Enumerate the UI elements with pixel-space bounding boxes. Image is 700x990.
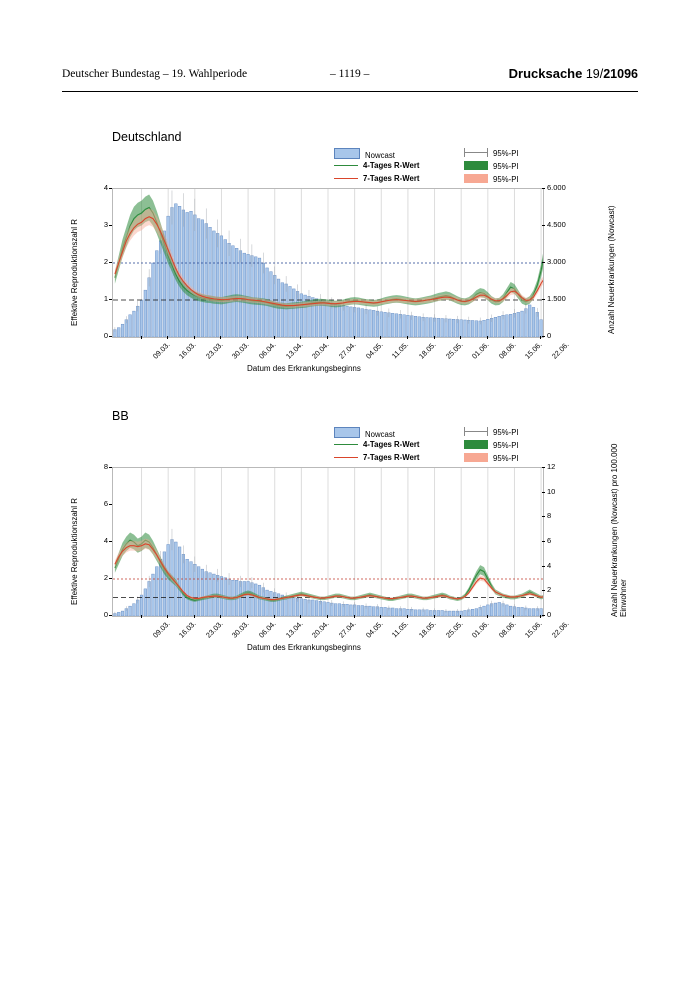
y-tick-left: 1 bbox=[103, 294, 108, 303]
y-tick-right: 6 bbox=[547, 536, 552, 545]
x-tick-label: 01.06. bbox=[470, 619, 491, 640]
legend-label-r4: 4-Tages R-Wert bbox=[363, 440, 420, 449]
x-tick-mark bbox=[300, 615, 301, 618]
drucksache-number-suffix: 21096 bbox=[603, 67, 638, 81]
y-axis-title-right-bb bbox=[610, 437, 628, 617]
y-tick-mark-right bbox=[542, 262, 545, 263]
x-tick-mark bbox=[513, 615, 514, 618]
x-tick-mark bbox=[380, 615, 381, 618]
y-tick-mark-right bbox=[542, 615, 545, 616]
x-tick-label: 08.06. bbox=[496, 340, 518, 361]
x-tick-label: 25.05. bbox=[443, 619, 465, 640]
y-tick-mark-right bbox=[542, 590, 545, 591]
x-tick-label: 15.06. bbox=[523, 619, 545, 640]
x-tick-label: 16.03. bbox=[177, 340, 198, 361]
legend-swatch-band-green-icon bbox=[464, 440, 488, 449]
legend-label-r7: 7-Tages R-Wert bbox=[363, 453, 420, 462]
y-tick-mark-right bbox=[542, 516, 545, 517]
y-tick-right: 1.500 bbox=[547, 294, 566, 303]
y-tick-mark-left bbox=[109, 504, 112, 505]
legend-item-pi-nowcast bbox=[464, 148, 519, 161]
y-tick-right: 4.500 bbox=[547, 220, 566, 229]
legend-item-pi-nowcast bbox=[464, 427, 519, 440]
y-tick-right: 3.000 bbox=[547, 257, 566, 266]
legend-swatch-band-red-icon bbox=[464, 453, 488, 462]
y-tick-right: 8 bbox=[547, 511, 552, 521]
y-tick-right: 12 bbox=[547, 462, 556, 471]
y-tick-mark-right bbox=[542, 188, 545, 189]
legend-item-nowcast bbox=[334, 427, 395, 440]
legend-item-pi-r7 bbox=[464, 453, 519, 466]
x-tick-label: 13.04. bbox=[283, 619, 305, 640]
y-tick-mark-left bbox=[109, 541, 112, 542]
x-tick-label: 13.04. bbox=[283, 340, 305, 361]
x-tick-mark bbox=[513, 336, 514, 339]
x-tick-mark bbox=[141, 615, 142, 618]
x-tick-mark bbox=[380, 336, 381, 339]
x-tick-mark bbox=[220, 336, 221, 339]
y-tick-mark-left bbox=[109, 262, 112, 263]
legend-label-r7: 7-Tages R-Wert bbox=[363, 174, 420, 183]
x-tick-label: 06.04. bbox=[257, 619, 278, 640]
legend-swatch-band-green-icon bbox=[464, 161, 488, 170]
page-header bbox=[62, 68, 638, 90]
x-tick-mark bbox=[167, 336, 168, 339]
legend-item-r4 bbox=[334, 440, 419, 453]
legend-swatch-bar-icon bbox=[334, 427, 360, 438]
y-tick-mark-right bbox=[542, 467, 545, 468]
legend-swatch-line-green-icon bbox=[334, 444, 358, 445]
x-tick-mark bbox=[141, 336, 142, 339]
x-tick-label: 23.03. bbox=[203, 340, 225, 361]
legend-swatch-band-red-icon bbox=[464, 174, 488, 183]
x-tick-mark bbox=[434, 336, 435, 339]
x-tick-mark bbox=[274, 615, 275, 618]
y-tick-left: 8 bbox=[103, 462, 108, 471]
y-axis-title-right-bb-text: Anzahl Neuerkrankungen (Nowcast) pro 100.000 Einwohner bbox=[610, 443, 628, 617]
x-tick-label: 01.06. bbox=[470, 340, 491, 361]
x-axis-title-de: Datum des Erkrankungsbeginns bbox=[247, 364, 361, 373]
header-right-text bbox=[509, 66, 638, 81]
y-tick-left: 0 bbox=[103, 331, 108, 340]
x-tick-label: 27.04. bbox=[336, 340, 358, 361]
x-tick-mark bbox=[540, 336, 541, 339]
legend-item-nowcast bbox=[334, 148, 395, 161]
x-tick-label: 22.06. bbox=[550, 619, 571, 640]
legend-swatch-line-red-icon bbox=[334, 178, 358, 179]
x-tick-label: 22.06. bbox=[550, 340, 571, 361]
figure-deutschland bbox=[62, 126, 638, 376]
y-tick-mark-left bbox=[109, 225, 112, 226]
x-tick-mark bbox=[194, 615, 195, 618]
legend-label-pi-nowcast: 95%-PI bbox=[493, 428, 519, 437]
chart-svg-de bbox=[113, 189, 543, 337]
y-tick-left: 2 bbox=[103, 573, 108, 582]
x-tick-label: 27.04. bbox=[336, 619, 358, 640]
legend-swatch-errorbar-icon bbox=[464, 427, 488, 436]
y-axis-title-right-de: Anzahl Neuerkrankungen (Nowcast) bbox=[607, 205, 616, 334]
y-axis-title-left-bb: Effektive Reproduktionszahl R bbox=[70, 497, 79, 605]
x-tick-mark bbox=[194, 336, 195, 339]
y-tick-mark-right bbox=[542, 336, 545, 337]
legend-item-r7 bbox=[334, 453, 419, 466]
plot-area-deutschland bbox=[112, 188, 544, 338]
x-tick-mark bbox=[300, 336, 301, 339]
header-left-text: Deutscher Bundestag – 19. Wahlperiode bbox=[62, 68, 248, 80]
x-tick-mark bbox=[327, 615, 328, 618]
y-tick-left: 6 bbox=[103, 499, 108, 508]
x-tick-mark bbox=[327, 336, 328, 339]
x-tick-mark bbox=[487, 336, 488, 339]
y-tick-mark-left bbox=[109, 615, 112, 616]
figure-title-bb: BB bbox=[112, 409, 129, 423]
x-tick-label: 11.05. bbox=[390, 619, 411, 640]
x-tick-label: 04.05. bbox=[363, 340, 385, 361]
y-tick-mark-left bbox=[109, 188, 112, 189]
x-tick-mark bbox=[487, 615, 488, 618]
y-tick-mark-left bbox=[109, 336, 112, 337]
x-tick-mark bbox=[460, 336, 461, 339]
legend-swatch-bar-icon bbox=[334, 148, 360, 159]
drucksache-label: Drucksache bbox=[508, 66, 583, 81]
x-tick-label: 23.03. bbox=[203, 619, 225, 640]
x-tick-label: 18.05. bbox=[416, 340, 438, 361]
legend-swatch-line-red-icon bbox=[334, 457, 358, 458]
x-tick-mark bbox=[354, 336, 355, 339]
x-tick-label: 08.06. bbox=[496, 619, 518, 640]
x-axis-title-bb: Datum des Erkrankungsbeginns bbox=[247, 643, 361, 652]
plot-area-bb bbox=[112, 467, 544, 617]
y-tick-mark-left bbox=[109, 578, 112, 579]
legend-label-nowcast: Nowcast bbox=[365, 430, 395, 439]
legend-swatch-errorbar-icon bbox=[464, 148, 488, 157]
y-tick-right: 6.000 bbox=[547, 183, 566, 192]
figure-bb bbox=[62, 405, 638, 655]
legend-label-pi-r4: 95%-PI bbox=[493, 441, 519, 450]
legend-label-pi-nowcast: 95%-PI bbox=[493, 149, 519, 158]
x-tick-label: 09.03. bbox=[150, 619, 172, 640]
x-tick-mark bbox=[247, 336, 248, 339]
x-tick-label: 15.06. bbox=[523, 340, 545, 361]
x-tick-mark bbox=[354, 615, 355, 618]
x-tick-mark bbox=[434, 615, 435, 618]
header-divider bbox=[62, 91, 638, 92]
y-tick-mark-right bbox=[542, 299, 545, 300]
y-tick-mark-right bbox=[542, 566, 545, 567]
y-tick-left: 4 bbox=[103, 536, 108, 545]
y-tick-mark-right bbox=[542, 492, 545, 493]
y-tick-left: 4 bbox=[103, 183, 108, 192]
x-tick-label: 16.03. bbox=[177, 619, 198, 640]
legend-item-pi-r7 bbox=[464, 174, 519, 187]
legend-pi-column bbox=[464, 427, 574, 469]
y-tick-right: 10 bbox=[547, 486, 556, 496]
legend-item-r7 bbox=[334, 174, 419, 187]
x-tick-label: 04.05. bbox=[363, 619, 385, 640]
y-tick-right: 0 bbox=[547, 331, 552, 340]
y-tick-left: 2 bbox=[103, 257, 108, 266]
x-tick-label: 09.03. bbox=[150, 340, 172, 361]
x-tick-mark bbox=[274, 336, 275, 339]
x-tick-label: 18.05. bbox=[416, 619, 438, 640]
x-tick-mark bbox=[167, 615, 168, 618]
y-tick-mark-left bbox=[109, 299, 112, 300]
x-tick-mark bbox=[407, 615, 408, 618]
x-tick-label: 06.04. bbox=[257, 340, 278, 361]
legend-label-pi-r4: 95%-PI bbox=[493, 162, 519, 171]
x-tick-mark bbox=[460, 615, 461, 618]
y-tick-mark-right bbox=[542, 541, 545, 542]
figure-title-deutschland: Deutschland bbox=[112, 130, 182, 144]
legend-label-pi-r7: 95%-PI bbox=[493, 175, 519, 184]
x-tick-label: 11.05. bbox=[390, 340, 411, 361]
y-tick-left: 0 bbox=[103, 610, 108, 619]
y-tick-left: 3 bbox=[103, 220, 108, 229]
legend-label-r4: 4-Tages R-Wert bbox=[363, 161, 420, 170]
x-tick-label: 30.03. bbox=[230, 619, 252, 640]
legend-swatch-line-green-icon bbox=[334, 165, 358, 166]
y-tick-right: 2 bbox=[547, 585, 552, 595]
x-tick-mark bbox=[540, 615, 541, 618]
legend-label-pi-r7: 95%-PI bbox=[493, 454, 519, 463]
x-tick-label: 20.04. bbox=[310, 619, 332, 640]
y-tick-right: 4 bbox=[547, 560, 552, 570]
y-tick-mark-left bbox=[109, 467, 112, 468]
y-tick-mark-right bbox=[542, 225, 545, 226]
legend-item-pi-r4 bbox=[464, 161, 519, 174]
y-tick-right: 0 bbox=[547, 610, 552, 619]
legend-label-nowcast: Nowcast bbox=[365, 151, 395, 160]
y-axis-title-left-de: Effektive Reproduktionszahl R bbox=[70, 218, 79, 326]
x-tick-label: 20.04. bbox=[310, 340, 332, 361]
x-tick-label: 30.03. bbox=[230, 340, 252, 361]
chart-svg-bb bbox=[113, 468, 543, 616]
x-tick-mark bbox=[407, 336, 408, 339]
legend-item-r4 bbox=[334, 161, 419, 174]
x-tick-mark bbox=[220, 615, 221, 618]
x-tick-mark bbox=[247, 615, 248, 618]
legend-item-pi-r4 bbox=[464, 440, 519, 453]
drucksache-number-prefix: 19/ bbox=[585, 67, 604, 81]
page-number: – 1119 – bbox=[330, 68, 370, 80]
x-tick-label: 25.05. bbox=[443, 340, 465, 361]
